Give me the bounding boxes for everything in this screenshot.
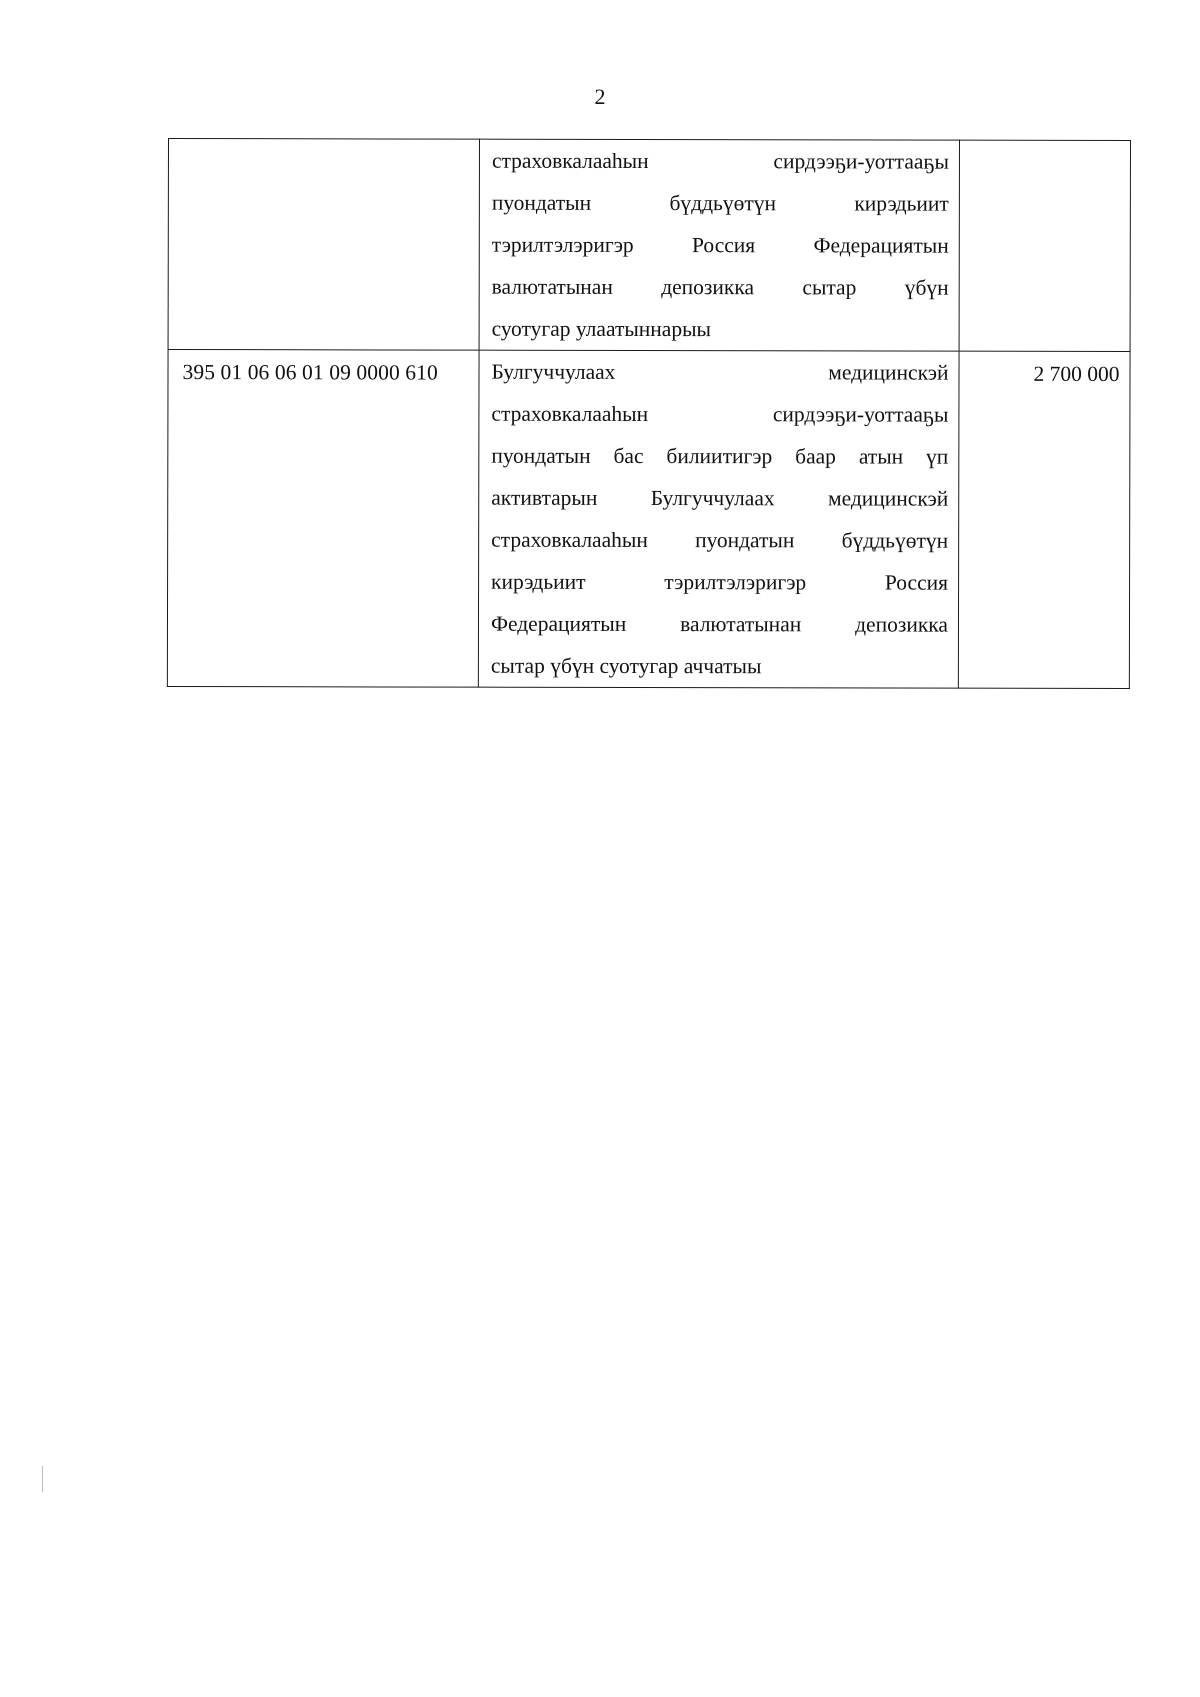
scan-artifact	[42, 1466, 43, 1492]
budget-code-cell: 395 01 06 06 01 09 0000 610	[167, 350, 479, 688]
description-line: Федерациятын валютатынан депозикка	[490, 611, 948, 637]
description-line: пуондатын бас билиитигэр баар атын үп	[491, 443, 949, 469]
description-line: пуондатын бүддьүөтүн кирэдьиит	[491, 190, 949, 216]
description-line: Булгуччулаах медицинскэй	[491, 359, 949, 385]
description-line: страховкалааһын сирдээҕи-уоттааҕы	[491, 401, 949, 427]
sum-cell: 2 700 000	[958, 351, 1130, 688]
description-line: валютатынан депозикка сытар үбүн	[491, 274, 949, 300]
sum-cell	[959, 140, 1130, 351]
description-line: тэрилтэлэригэр Россия Федерациятын	[491, 232, 949, 258]
description-line: суотугар улаатыннарыы	[491, 316, 712, 342]
page-number: 2	[594, 84, 606, 109]
description-line: страховкалааһын сирдээҕи-уоттааҕы	[491, 148, 949, 174]
description-line: кирэдьиит тэрилтэлэригэр Россия	[491, 569, 949, 595]
description-line: страховкалааһын пуондатын бүддьүөтүн	[491, 527, 949, 553]
description-cell	[479, 139, 959, 351]
description-line: сытар үбүн суотугар аччатыы	[490, 653, 762, 679]
table-row	[168, 139, 1130, 352]
budget-table	[167, 138, 1131, 689]
budget-code-cell	[168, 139, 479, 351]
table-row	[167, 350, 1130, 689]
description-line: активтарын Булгуччулаах медицинскэй	[491, 485, 949, 511]
description-cell	[478, 350, 959, 688]
